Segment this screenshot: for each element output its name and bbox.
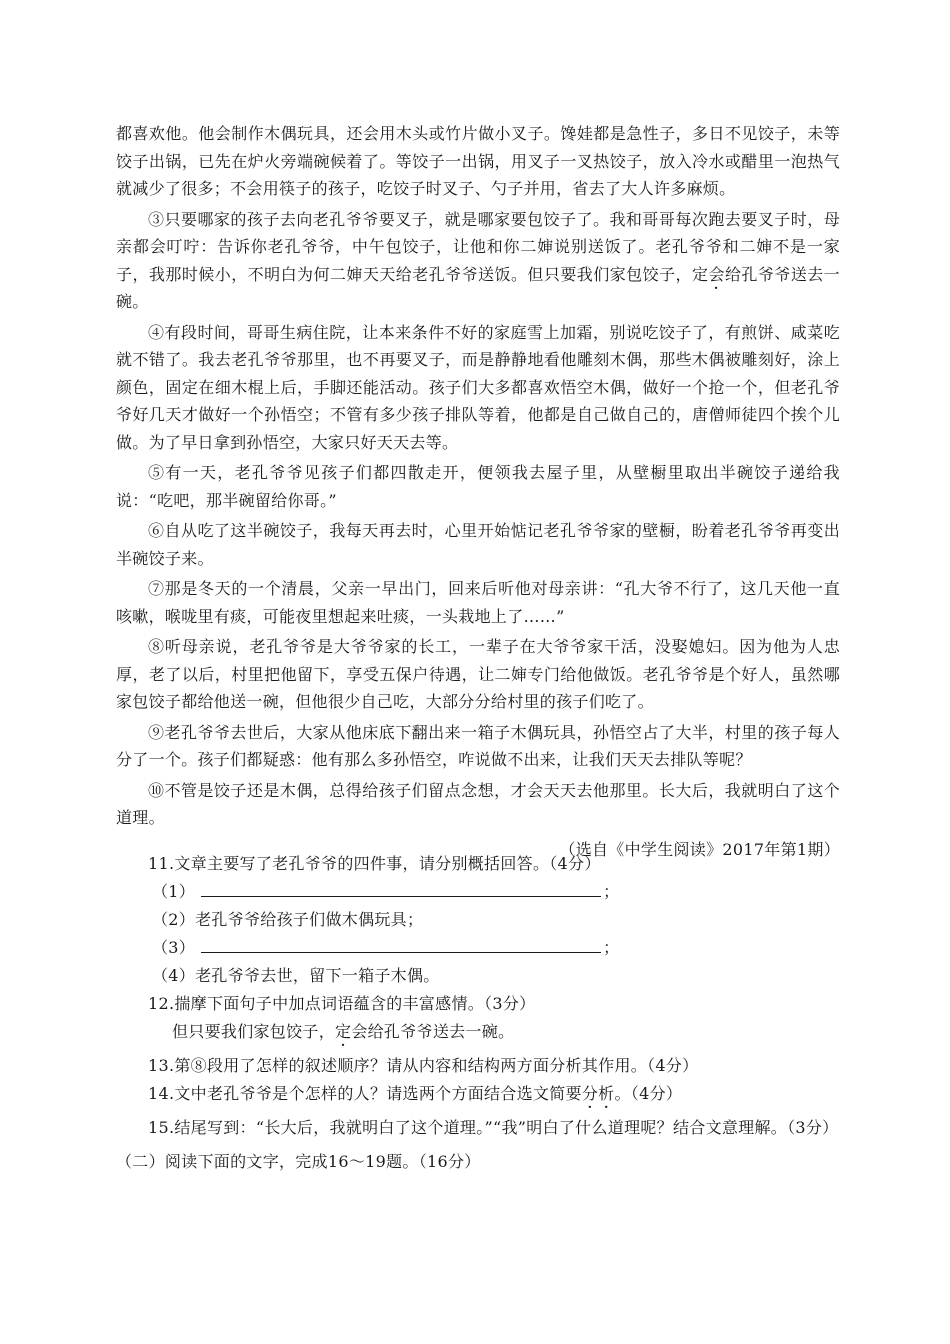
question-11-item-4: （4）老孔爷爷去世，留下一箱子木偶。: [152, 966, 440, 985]
paragraph-9: ⑨老孔爷爷去世后，大家从他床底下翻出来一箱子木偶玩具，孙悟空占了大半，村里的孩子每人分了一个。孩子们都疑惑：他有那么多孙悟空，咋说做不出来，让我们天天去排队等呢？: [116, 722, 840, 769]
paragraph-5: ⑤有一天，老孔爷爷见孩子们都四散走开，便领我去屋子里，从壁橱里取出半碗饺子递给我说：“吃吧，那半碗留给你哥。”: [116, 463, 840, 510]
quote-text-end: 会给孔爷爷送去一碗。: [351, 1022, 515, 1041]
question-13: 13.第⑧段用了怎样的叙述顺序？请从内容和结构两方面分析其作用。（4分）: [148, 1056, 699, 1075]
question-15-text: 15.结尾写到：“长大后，我就明白了这个道理。”“我”明白了什么道理呢？结合文意理解。（3分）: [148, 1118, 839, 1137]
question-12: 12.揣摩下面句子中加点词语蕴含的丰富感情。（3分）: [148, 994, 536, 1013]
paragraph-7: ⑦那是冬天的一个清晨，父亲一早出门，回来后听他对母亲讲：“孔大爷不行了，这几天他一直咳嗽，喉咙里有痰，可能夜里想起来吐痰，一头栽地上了……”: [116, 579, 840, 626]
question-11-item-1: [152, 878, 840, 906]
question-11: 11.文章主要写了老孔爷爷的四件事，请分别概括回答。（4分）: [148, 854, 601, 873]
paragraph-3: [116, 206, 840, 316]
item-semicolon: ；: [603, 882, 620, 901]
question-14: [148, 1080, 840, 1108]
answer-blank-1[interactable]: [201, 878, 601, 897]
reading-passage: [116, 120, 840, 863]
question-15: [116, 1114, 840, 1142]
source-citation: （选自《中学生阅读》2017年第1期）: [559, 839, 840, 859]
question-section: [116, 850, 840, 1176]
emphasis-dot-word: 分: [581, 1084, 599, 1103]
paragraph-3-text-end: 会给孔爷爷送去一碗。: [116, 264, 840, 311]
question-11-item-2: （2）老孔爷爷给孩子们做木偶玩具；: [152, 910, 424, 929]
paragraph-4: ④有段时间，哥哥生病住院，让本来条件不好的家庭雪上加霜，别说吃饺子了，有煎饼、咸菜吃就不错了。我去老孔爷爷那里，也不再要叉子，而是静静地看他雕刻木偶，那些木偶被雕刻好，涂上颜色，固定在细木棍上后，手脚还能活动。孩子们大多都喜欢悟空木偶，做好一个抢一个，但老孔爷爷好几天才做好一个孙悟空；不管有多少孩子排队等着，他都是自己做自己的，唐僧师徒四个挨个儿做。为了早日拿到孙悟空，大家只好天天去等。: [116, 322, 840, 452]
emphasis-dot-word: 定: [335, 1022, 352, 1041]
question-14-text: 14.文中老孔爷爷是个怎样的人？请选两个方面结合选文简要: [148, 1084, 582, 1103]
paragraph-2-continued: 都喜欢他。他会制作木偶玩具，还会用木头或竹片做小叉子。馋娃都是急性子，多日不见饺子，未等饺子出锅，已先在炉火旁端碗候着了。等饺子一出锅，用叉子一叉热饺子，放入冷水或醋里一泡热气就减少了很多；不会用筷子的孩子，吃饺子时叉子、勺子并用，省去了大人许多麻烦。: [116, 124, 840, 198]
paragraph-3-text: ③只要哪家的孩子去向老孔爷爷要叉子，就是哪家要包饺子了。我和哥哥每次跑去要叉子时，母亲都会叮咛：告诉你老孔爷爷，中午包饺子，让他和你二婶说别送饭了。老孔爷爷和二婶不是一家子，我那时候小，不明白为何二婶天天给老孔爷爷送饭。但只要我们家包饺子，: [116, 209, 840, 284]
question-11-item-3: [152, 934, 840, 962]
section-2-heading: （二）阅读下面的文字，完成16～19题。（16分）: [116, 1152, 481, 1171]
question-12-quote: [172, 1018, 840, 1046]
emphasis-dot-word: 定: [692, 264, 709, 284]
item-label: （1）: [152, 882, 196, 901]
emphasis-dot-word: 析: [598, 1084, 615, 1103]
question-14-points: 。（4分）: [614, 1084, 683, 1103]
quote-text: 但只要我们家包饺子，: [172, 1022, 336, 1041]
item-label: （3）: [152, 938, 196, 957]
item-semicolon: ；: [603, 938, 620, 957]
paragraph-10: ⑩不管是饺子还是木偶，总得给孩子们留点念想，才会天天去他那里。长大后，我就明白了这个道理。: [116, 780, 840, 827]
paragraph-6: ⑥自从吃了这半碗饺子，我每天再去时，心里开始惦记老孔爷爷家的壁橱，盼着老孔爷爷再变出半碗饺子来。: [116, 521, 840, 568]
answer-blank-3[interactable]: [201, 934, 601, 953]
paragraph-8: ⑧听母亲说，老孔爷爷是大爷爷家的长工，一辈子在大爷爷家干活，没娶媳妇。因为他为人忠厚，老了以后，村里把他留下，享受五保户待遇，让二婶专门给他做饭。老孔爷爷是个好人，虽然哪家包饺子都给他送一碗，但他很少自己吃，大部分分给村里的孩子们吃了。: [116, 637, 840, 711]
